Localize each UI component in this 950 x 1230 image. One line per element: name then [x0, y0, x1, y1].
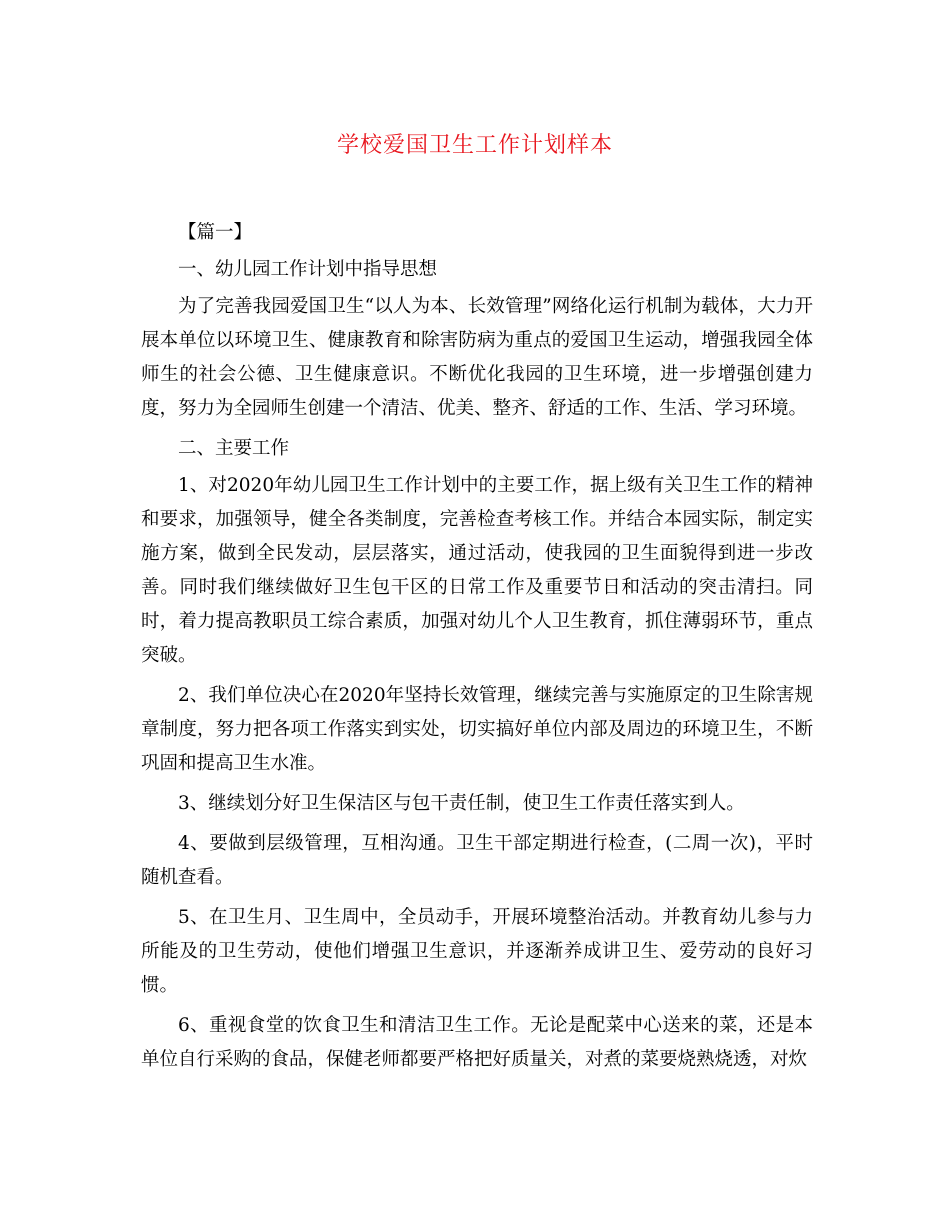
section-heading-guiding-ideology: 一、幼儿园工作计划中指导思想 [178, 259, 438, 280]
section-heading-main-work: 二、主要工作 [178, 438, 290, 459]
document-title: 学校爱国卫生工作计划样本 [336, 133, 613, 158]
paragraph-item-3: 3、继续划分好卫生保洁区与包干责任制，使卫生工作责任落实到人。 [178, 793, 745, 814]
part-heading: 【篇一】 [178, 222, 253, 243]
document-body [141, 216, 813, 1083]
paragraph-item-4: 4、要做到层级管理，互相沟通。卫生干部定期进行检查，(二周一次)，平时随机查看。 [141, 833, 813, 888]
paragraph-item-5: 5、在卫生月、卫生周中，全员动手，开展环境整治活动。并教育幼儿参与力所能及的卫生劳动，使他们增强卫生意识，并逐渐养成讲卫生、爱劳动的良好习惯。 [141, 907, 813, 996]
paragraph-item-1: 1、对2020年幼儿园卫生工作计划中的主要工作，据上级有关卫生工作的精神和要求，加强领导，健全各类制度，完善检查考核工作。并结合本园实际，制定实施方案，做到全民发动，层层落实，通过活动，使我园的卫生面貌得到进一步改善。同时我们继续做好卫生包干区的日常工作及重要节日和活动的突击清扫。同时，着力提高教职员工综合素质，加强对幼儿个人卫生教育，抓住薄弱环节，重点突破。 [141, 475, 813, 666]
paragraph-item-2: 2、我们单位决心在2020年坚持长效管理，继续完善与实施原定的卫生除害规章制度，努力把各项工作落实到实处，切实搞好单位内部及周边的环境卫生，不断巩固和提高卫生水准。 [141, 685, 813, 774]
paragraph-item-6: 6、重视食堂的饮食卫生和清洁卫生工作。无论是配菜中心送来的菜，还是本单位自行采购的食品，保健老师都要严格把好质量关，对煮的菜要烧熟烧透，对炊 [141, 1015, 813, 1070]
paragraph-guiding-ideology: 为了完善我园爱国卫生“以人为本、长效管理”网络化运行机制为载体，大力开展本单位以环境卫生、健康教育和除害防病为重点的爱国卫生运动，增强我园全体师生的社会公德、卫生健康意识。不断优化我园的卫生环境，进一步增强创建力度，努力为全园师生创建一个清洁、优美、整齐、舒适的工作、生活、学习环境。 [141, 296, 813, 419]
